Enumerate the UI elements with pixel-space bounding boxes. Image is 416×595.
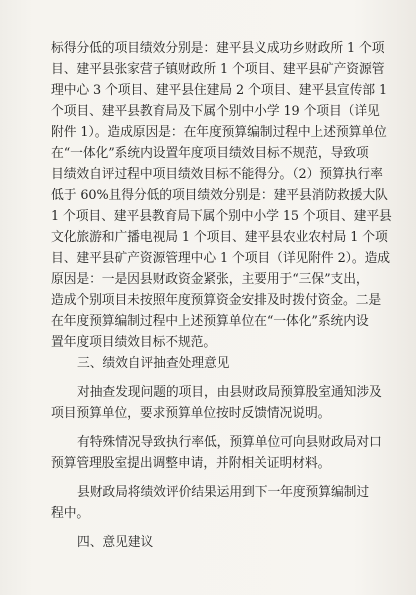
text-line: 县财政局将绩效评价结果运用到下一年度预算编制过 bbox=[77, 485, 370, 500]
text-line: 目绩效自评过程中项目绩效目标不能得分。（2）预算执行率 bbox=[51, 167, 383, 182]
paragraph-gap bbox=[51, 424, 376, 432]
text-line: 置年度项目绩效目标不规范。 bbox=[51, 335, 217, 350]
text-line: 个项目、建平县教育局及下属个别中小学 19 个项目（详见 bbox=[51, 104, 380, 119]
text-line: 造成个别项目未按照年度预算资金安排及时拨付资金。二是 bbox=[51, 293, 382, 308]
text-line: 目、建平县矿产资源管理中心 1 个项目（详见附件 2）。造成 bbox=[51, 251, 391, 266]
text-line: 低于 60%且得分低的项目绩效分别是：建平县消防救援大队 bbox=[51, 188, 388, 203]
text-line: 在年度预算编制过程中上述预算单位在“一体化”系统内设 bbox=[51, 314, 369, 329]
paragraph-gap bbox=[51, 524, 376, 532]
paragraph-gap bbox=[51, 474, 376, 482]
text-line: 有特殊情况导致执行率低，预算单位可向县财政局对口 bbox=[77, 435, 382, 450]
text-line: 目、建平县张家营子镇财政所 1 个项目、建平县矿产资源管 bbox=[51, 62, 385, 77]
text-line: 在“一体化”系统内设置年度项目绩效目标不规范，导致项 bbox=[51, 146, 369, 161]
text-line: 对抽查发现问题的项目，由县财政局预算股室通知涉及 bbox=[77, 385, 382, 400]
text-line: 文化旅游和广播电视局 1 个项目、建平县农业农村局 1 个项 bbox=[51, 230, 388, 245]
text-line: 程中。 bbox=[51, 506, 90, 521]
paragraph-gap bbox=[51, 374, 376, 382]
text-line: 1 个项目、建平县教育局下属个别中小学 15 个项目、建平县 bbox=[51, 209, 392, 224]
document-body bbox=[51, 38, 392, 553]
text-line: 项目预算单位，要求预算单位按时反馈情况说明。 bbox=[51, 406, 331, 421]
text-line: 预算管理股室提出调整申请，并附相关证明材料。 bbox=[51, 456, 331, 471]
section-heading-3: 三、绩效自评抽查处理意见 bbox=[77, 356, 230, 371]
text-line: 原因是：一是因县财政资金紧张，主要用于“三保”支出， bbox=[51, 272, 369, 287]
text-line: 理中心 3 个项目、建平县住建局 2 个项目、建平县宣传部 1 bbox=[51, 83, 387, 98]
section-heading-4: 四、意见建议 bbox=[77, 535, 154, 550]
text-line: 标得分低的项目绩效分别是：建平县义成功乡财政所 1 个项 bbox=[51, 41, 385, 56]
text-line: 附件 1）。造成原因是：在年度预算编制过程中上述预算单位 bbox=[51, 125, 387, 140]
